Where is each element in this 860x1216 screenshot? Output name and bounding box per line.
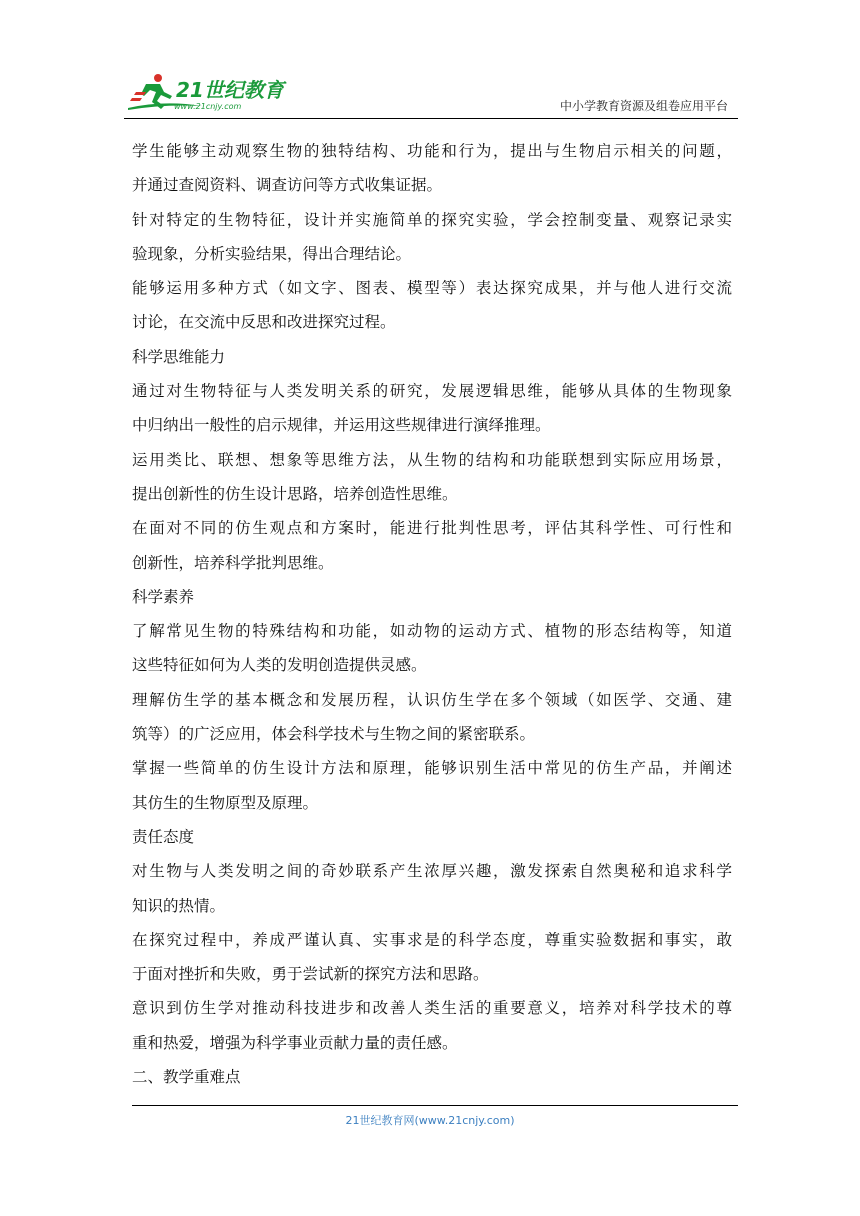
text-line: 其仿生的生物原型及原理。 — [132, 793, 319, 812]
text-line: 于面对挫折和失败，勇于尝试新的探究方法和思路。 — [132, 965, 489, 984]
text-line: 创新性，培养科学批判思维。 — [132, 553, 334, 572]
text-line: 中归纳出一般性的启示规律，并运用这些规律进行演绎推理。 — [132, 416, 551, 435]
text-line: 针对特定的生物特征，设计并实施简单的探究实验，学会控制变量、观察记录实 — [132, 210, 732, 229]
21cnjy-logo — [124, 70, 294, 114]
text-line: 能够运用多种方式（如文字、图表、模型等）表达探究成果，并与他人进行交流 — [132, 279, 732, 298]
text-line: 提出创新性的仿生设计思路，培养创造性思维。 — [132, 484, 458, 503]
text-line: 理解仿生学的基本概念和发展历程，认识仿生学在多个领域（如医学、交通、建 — [132, 690, 732, 709]
text-line: 学生能够主动观察生物的独特结构、功能和行为，提出与生物启示相关的问题， — [132, 142, 732, 160]
section-heading: 责任态度 — [132, 827, 195, 846]
text-line: 运用类比、联想、想象等思维方法，从生物的结构和功能联想到实际应用场景， — [132, 450, 732, 469]
section-heading: 科学思维能力 — [132, 347, 226, 366]
text-line: 在面对不同的仿生观点和方案时，能进行批判性思考，评估其科学性、可行性和 — [132, 519, 732, 538]
section-heading: 二、教学重难点 — [132, 1068, 241, 1087]
footer-divider — [132, 1105, 738, 1106]
text-line: 在探究过程中，养成严谨认真、实事求是的科学态度，尊重实验数据和事实，敢 — [132, 930, 732, 949]
text-line: 掌握一些简单的仿生设计方法和原理，能够识别生活中常见的仿生产品，并阐述 — [132, 759, 732, 778]
text-line: 通过对生物特征与人类发明关系的研究，发展逻辑思维，能够从具体的生物现象 — [132, 382, 732, 401]
svg-text:www.21cnjy.com: www.21cnjy.com — [174, 102, 242, 111]
document-body — [132, 134, 732, 1094]
text-line: 这些特征如何为人类的发明创造提供灵感。 — [132, 656, 427, 675]
platform-title: 中小学教育资源及组卷应用平台 — [559, 99, 728, 113]
svg-text:21世纪教育: 21世纪教育 — [176, 78, 284, 102]
text-line: 知识的热情。 — [132, 896, 226, 915]
text-line: 了解常见生物的特殊结构和功能，如动物的运动方式、植物的形态结构等，知道 — [132, 622, 732, 641]
page-header — [124, 66, 738, 119]
text-line: 筑等）的广泛应用，体会科学技术与生物之间的紧密联系。 — [132, 725, 536, 744]
text-line: 意识到仿生学对推动科技进步和改善人类生活的重要意义，培养对科学技术的尊 — [132, 999, 732, 1018]
text-line: 对生物与人类发明之间的奇妙联系产生浓厚兴趣，激发探索自然奥秘和追求科学 — [132, 862, 732, 881]
section-heading: 科学素养 — [132, 587, 195, 606]
text-line: 讨论，在交流中反思和改进探究过程。 — [132, 313, 396, 332]
footer-link[interactable]: 21世纪教育网(www.21cnjy.com) — [345, 1114, 515, 1127]
text-line: 重和热爱，增强为科学事业贡献力量的责任感。 — [132, 1033, 458, 1052]
text-line: 并通过查阅资料、调查访问等方式收集证据。 — [132, 176, 443, 195]
text-line: 验现象，分析实验结果，得出合理结论。 — [132, 244, 412, 263]
